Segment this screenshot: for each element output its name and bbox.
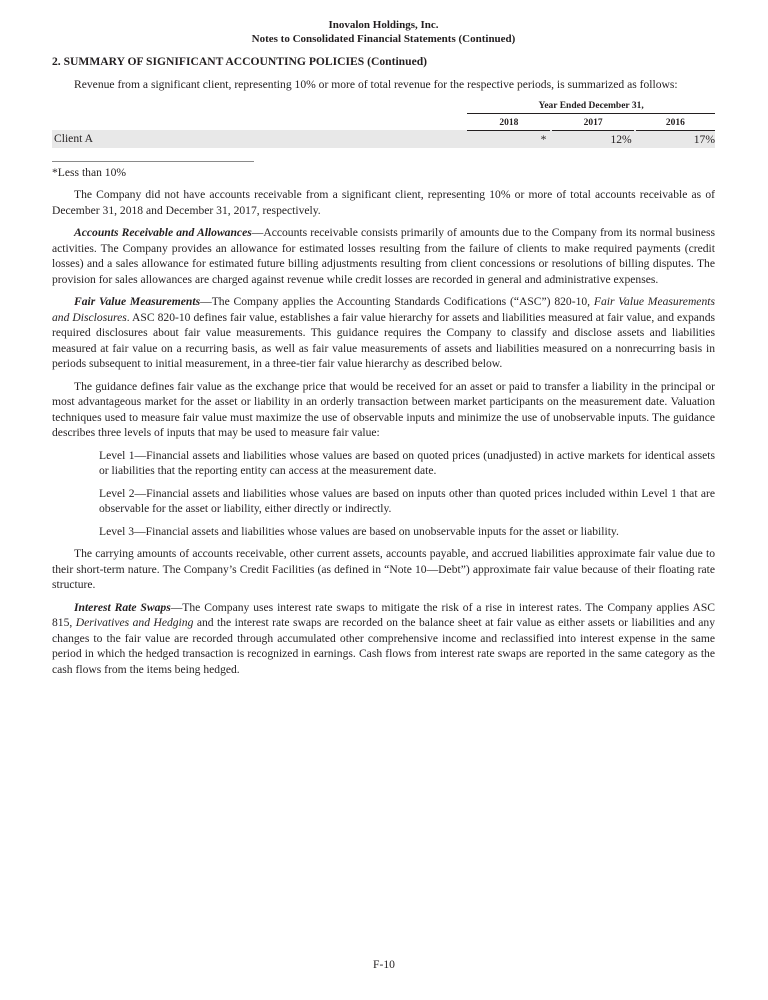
year-header-2016: 2016	[636, 114, 715, 131]
year-header-2017: 2017	[552, 114, 633, 131]
year-header-2018: 2018	[467, 114, 550, 131]
revenue-table	[52, 101, 715, 149]
row-label: Client A	[52, 130, 467, 148]
carrying-amounts-paragraph: The carrying amounts of accounts receivable, other current assets, accounts payable, and accrued liabilities approximate fair value due to their short-term nature. The Company’s Credit Facilities (as defined in “Note 10—Debt”) approximate fair value because of their floating rate structure.	[52, 547, 715, 591]
receivable-paragraph: The Company did not have accounts receivable from a significant client, representing 10% or more of total accounts receivable as of December 31, 2018 and December 31, 2017, respectively.	[52, 188, 715, 217]
table-row	[52, 130, 715, 148]
document-page	[52, 18, 715, 677]
company-name: Inovalon Holdings, Inc.	[328, 19, 439, 31]
accounts-receivable-paragraph: Accounts Receivable and Allowances—Accounts receivable consists primarily of amounts due to the Company from its normal business activities. The Company provides an allowance for estimated losses resulting from the failure of clients to make required payments (credit losses) and a sales allowance for estimated future billing adjustments resulting from client concessions or resolutions of billing disputes. The provision for sales allowances are charged against revenue while credit losses are recorded in general and administrative expenses.	[52, 226, 715, 286]
level-2-paragraph: Level 2—Financial assets and liabilities whose values are based on inputs other than quoted prices included within Level 1 that are observable for the asset or liability, either directly or indirectly.	[99, 486, 715, 515]
fair-value-paragraph: Fair Value Measurements—The Company applies the Accounting Standards Codifications (“ASC”) 820-10, Fair Value Measurements and Disclosures. ASC 820-10 defines fair value, establishes a fair value hierarchy for assets and liabilities measured at fair value, and expands required disclosures about fair value measurements. This guidance requires the Company to classify and disclose assets and liabilities measured at fair value on a recurring basis, as well as fair value measurements of assets and liabilities measured on a nonrecurring basis in periods subsequent to initial measurement, in a three-tier fair value hierarchy as described below.	[52, 295, 716, 370]
cell-2016: 17%	[636, 130, 715, 148]
intro-paragraph: Revenue from a significant client, representing 10% or more of total revenue for the respective periods, is summarized as follows:	[74, 78, 678, 91]
section-title: 2. SUMMARY OF SIGNIFICANT ACCOUNTING POLICIES (Continued)	[52, 55, 428, 68]
ar-heading: Accounts Receivable and Allowances	[74, 226, 252, 239]
level-3-paragraph: Level 3—Financial assets and liabilities whose values are based on unobservable inputs for the asset or liability.	[99, 524, 619, 538]
footnote-divider	[52, 161, 254, 162]
cell-2018: *	[467, 130, 550, 148]
cell-2017: 12%	[552, 130, 633, 148]
irs-heading: Interest Rate Swaps	[74, 600, 171, 614]
interest-rate-swaps-paragraph: Interest Rate Swaps—The Company uses interest rate swaps to mitigate the risk of a rise in interest rates. The Company applies ASC 815, Derivatives and Hedging and the interest rate swaps are recorded on the balance sheet at fair value as either assets or liabilities and any changes to the fair value are recorded through accumulated other comprehensive income and reclassified into interest expense in the same period in which the hedged transaction is recognized in earnings. Cash flows from interest rate swaps are reported in the same category as the cash flows from the items being hedged.	[52, 600, 715, 676]
fv-heading: Fair Value Measurements	[74, 295, 201, 308]
period-header: Year Ended December 31,	[467, 101, 715, 114]
page-number: F-10	[373, 958, 395, 971]
guidance-paragraph: The guidance defines fair value as the exchange price that would be received for an asset or paid to transfer a liability in the principal or most advantageous market for the asset or liability in an orderly transaction between market participants on the measurement date. Valuation techniques used to measure fair value must maximize the use of observable inputs and minimize the use of unobservable inputs. The guidance describes three levels of inputs that may be used to measure fair value:	[52, 379, 715, 439]
level-1-paragraph: Level 1—Financial assets and liabilities whose values are based on quoted prices (unadjusted) in active markets for identical assets or liabilities that the reporting entity can access at the measurement date.	[99, 448, 715, 477]
footnote: *Less than 10%	[52, 166, 127, 179]
document-subtitle: Notes to Consolidated Financial Statements (Continued)	[251, 33, 516, 45]
